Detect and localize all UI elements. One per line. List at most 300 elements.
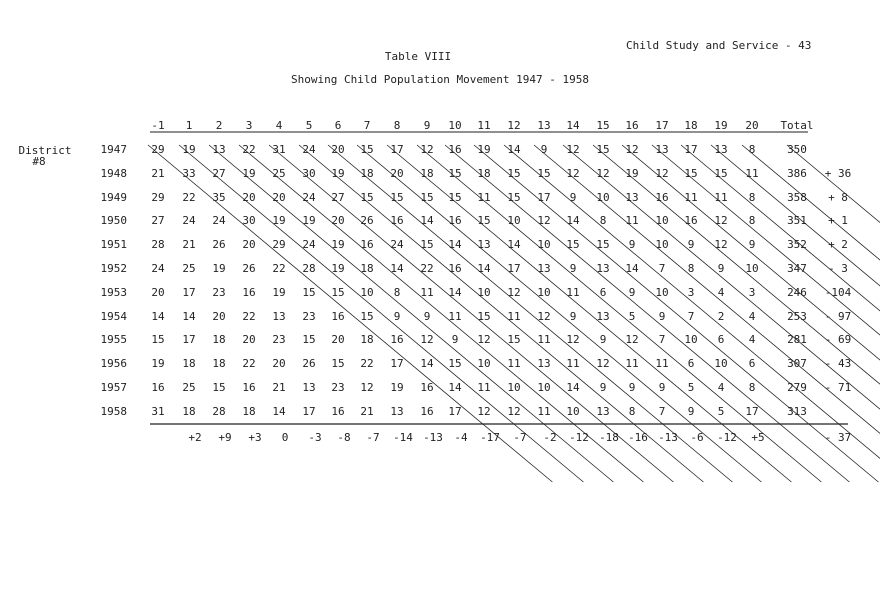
- diagonal-change: -7: [513, 431, 527, 444]
- table-cell: 20: [242, 238, 256, 252]
- table-cell: 10: [655, 214, 669, 228]
- table-cell: 9: [569, 309, 577, 323]
- table-cell: 15: [448, 190, 462, 204]
- diagonal-change: -17: [480, 431, 500, 444]
- table-cell: 15: [448, 357, 462, 371]
- table-cell: 26: [242, 262, 256, 275]
- column-header: 18: [684, 119, 698, 132]
- table-cell: 24: [182, 214, 196, 228]
- table-cell: 17: [448, 404, 462, 418]
- table-cell: 3: [687, 285, 695, 299]
- table-cell: 12: [420, 333, 434, 347]
- table-cell: 23: [302, 309, 316, 323]
- table-cell: 16: [390, 333, 404, 347]
- diagonal-change: +3: [248, 431, 262, 444]
- table-cell: 15: [537, 166, 551, 180]
- row-change: - 97: [824, 309, 852, 323]
- row-change: + 8: [828, 190, 848, 204]
- table-cell: 27: [212, 166, 226, 180]
- diagonal-change: -16: [628, 431, 648, 444]
- table-cell: 11: [655, 357, 669, 371]
- running-head: Child Study and Service - 43: [626, 39, 812, 52]
- row-year: 1952: [100, 262, 127, 275]
- table-cell: 10: [745, 262, 759, 275]
- table-cell: 18: [212, 357, 226, 371]
- table-cell: 26: [212, 238, 226, 252]
- table-cell: 9: [569, 190, 577, 204]
- table-cell: 20: [242, 190, 256, 204]
- table-cell: 15: [714, 166, 728, 180]
- table-cell: 13: [212, 143, 226, 156]
- column-header: 17: [655, 119, 669, 132]
- row-total: 347: [787, 262, 807, 275]
- table-cell: 14: [420, 214, 434, 228]
- table-cell: 11: [537, 333, 551, 347]
- row-year: 1948: [100, 166, 127, 180]
- table-cell: 20: [242, 333, 256, 347]
- table-cell: 13: [714, 143, 728, 156]
- table-cell: 12: [625, 143, 639, 156]
- row-total: 351: [787, 214, 807, 228]
- table-cell: 7: [658, 404, 666, 418]
- table-cell: 14: [566, 381, 580, 394]
- row-total: 281: [787, 333, 807, 347]
- row-year: 1947: [100, 143, 127, 156]
- table-cell: 16: [360, 238, 374, 252]
- row-year: 1951: [100, 238, 127, 252]
- table-cell: 6: [599, 285, 607, 299]
- table-cell: 9: [451, 333, 459, 347]
- row-change: + 1: [828, 214, 848, 228]
- table-cell: 26: [360, 214, 374, 228]
- row-year: 1955: [100, 333, 127, 347]
- table-cell: 16: [331, 309, 345, 323]
- table-cell: 12: [537, 309, 551, 323]
- table-cell: 12: [537, 214, 551, 228]
- table-cell: 14: [272, 404, 286, 418]
- table-cell: 4: [748, 309, 756, 323]
- table-cell: 11: [537, 404, 551, 418]
- row-change: -104: [824, 285, 852, 299]
- diagonal-change: -7: [366, 431, 380, 444]
- table-cell: 8: [748, 214, 756, 228]
- district-number: #8: [32, 155, 46, 168]
- table-cell: 13: [272, 309, 286, 323]
- table-cell: 22: [272, 262, 286, 275]
- table-cell: 18: [182, 404, 196, 418]
- table-cell: 15: [566, 238, 580, 252]
- table-cell: 20: [390, 166, 404, 180]
- diagonal-change: -8: [337, 431, 351, 444]
- diagonal-change: -13: [423, 431, 443, 444]
- table-cell: 3: [748, 285, 756, 299]
- table-cell: 15: [331, 285, 345, 299]
- table-cell: 25: [182, 262, 196, 275]
- diagonal-change: -18: [599, 431, 619, 444]
- column-header: 20: [745, 119, 759, 132]
- table-cell: 23: [212, 285, 226, 299]
- table-cell: 28: [302, 262, 316, 275]
- table-cell: 9: [628, 381, 636, 394]
- table-cell: 13: [596, 404, 610, 418]
- table-cell: 6: [717, 333, 725, 347]
- column-header: 7: [363, 119, 371, 132]
- table-cell: 15: [331, 357, 345, 371]
- table-cell: 12: [360, 381, 374, 394]
- table-cell: 15: [596, 238, 610, 252]
- table-cell: 15: [360, 190, 374, 204]
- table-cell: 11: [420, 285, 434, 299]
- table-cell: 9: [540, 143, 548, 156]
- table-cell: 11: [714, 190, 728, 204]
- district-label: District: [18, 144, 72, 157]
- table-cell: 12: [596, 166, 610, 180]
- table-cell: 9: [628, 285, 636, 299]
- table-cell: 14: [448, 238, 462, 252]
- diagonal-change: -12: [569, 431, 589, 444]
- table-cell: 9: [599, 381, 607, 394]
- table-cell: 6: [748, 357, 756, 371]
- table-cell: 17: [182, 285, 196, 299]
- table-cell: 24: [302, 238, 316, 252]
- table-cell: 8: [687, 262, 695, 275]
- column-header: 6: [334, 119, 342, 132]
- table-cell: 16: [151, 381, 165, 394]
- diagonal-change: -12: [717, 431, 737, 444]
- table-cell: 16: [420, 404, 434, 418]
- table-cell: 18: [242, 404, 256, 418]
- table-cell: 17: [390, 143, 404, 156]
- table-cell: 20: [272, 357, 286, 371]
- table-cell: 21: [151, 166, 165, 180]
- table-cell: 13: [537, 262, 551, 275]
- table-cell: 22: [242, 309, 256, 323]
- table-cell: 12: [420, 143, 434, 156]
- table-cell: 12: [566, 166, 580, 180]
- table-cell: 10: [507, 381, 521, 394]
- table-cell: 2: [717, 309, 725, 323]
- table-cell: 18: [360, 166, 374, 180]
- table-cell: 13: [537, 357, 551, 371]
- table-cell: 15: [390, 190, 404, 204]
- table-cell: 24: [390, 238, 404, 252]
- table-cell: 21: [360, 404, 374, 418]
- row-year: 1957: [100, 381, 127, 394]
- table-cell: 10: [655, 238, 669, 252]
- table-cell: 14: [420, 357, 434, 371]
- table-cell: 13: [625, 190, 639, 204]
- column-header: 3: [245, 119, 253, 132]
- table-cell: 16: [242, 381, 256, 394]
- table-cell: 14: [625, 262, 639, 275]
- table-cell: 7: [658, 262, 666, 275]
- table-cell: 8: [748, 381, 756, 394]
- table-cell: 19: [151, 357, 165, 371]
- table-cell: 15: [684, 166, 698, 180]
- table-cell: 10: [477, 357, 491, 371]
- table-cell: 14: [182, 309, 196, 323]
- table-cell: 15: [507, 190, 521, 204]
- table-cell: 29: [272, 238, 286, 252]
- table-cell: 14: [390, 262, 404, 275]
- table-cell: 10: [714, 357, 728, 371]
- row-total: 350: [787, 143, 807, 156]
- table-cell: 15: [596, 143, 610, 156]
- table-cell: 23: [331, 381, 345, 394]
- table-cell: 15: [448, 166, 462, 180]
- row-year: 1956: [100, 357, 127, 371]
- row-change: - 69: [824, 333, 852, 347]
- table-cell: 11: [448, 309, 462, 323]
- table-cell: 10: [537, 381, 551, 394]
- diagonal-change: -2: [543, 431, 557, 444]
- table-cell: 19: [477, 143, 491, 156]
- diagonal-change: -6: [690, 431, 704, 444]
- column-header: 9: [423, 119, 431, 132]
- table-cell: 11: [684, 190, 698, 204]
- table-cell: 25: [182, 381, 196, 394]
- table-cell: 12: [714, 214, 728, 228]
- row-total: 386: [787, 166, 807, 180]
- table-cell: 10: [360, 285, 374, 299]
- table-cell: 11: [566, 285, 580, 299]
- table-cell: 27: [151, 214, 165, 228]
- diagonal-change: +5: [751, 431, 765, 444]
- table-cell: 19: [390, 381, 404, 394]
- table-cell: 7: [658, 333, 666, 347]
- table-cell: 12: [507, 285, 521, 299]
- table-cell: 19: [625, 166, 639, 180]
- table-cell: 16: [390, 214, 404, 228]
- column-header: 19: [714, 119, 728, 132]
- table-cell: 11: [507, 309, 521, 323]
- table-cell: 18: [182, 357, 196, 371]
- table-cell: 15: [507, 333, 521, 347]
- table-cell: 23: [272, 333, 286, 347]
- table-cell: 12: [625, 333, 639, 347]
- table-cell: 15: [360, 309, 374, 323]
- diagonal-change: +9: [218, 431, 232, 444]
- table-cell: 16: [448, 262, 462, 275]
- table-cell: 15: [151, 333, 165, 347]
- row-change: - 43: [824, 357, 852, 371]
- table-cell: 13: [302, 381, 316, 394]
- table-cell: 29: [151, 190, 165, 204]
- table-cell: 22: [420, 262, 434, 275]
- table-cell: 16: [242, 285, 256, 299]
- table-cell: 16: [655, 190, 669, 204]
- column-header: 14: [566, 119, 580, 132]
- table-cell: 15: [212, 381, 226, 394]
- row-total: 358: [787, 190, 807, 204]
- table-cell: 20: [331, 214, 345, 228]
- row-total: 246: [787, 285, 807, 299]
- table-cell: 28: [212, 404, 226, 418]
- table-cell: 19: [331, 262, 345, 275]
- row-total: 313: [787, 404, 807, 418]
- column-header: 13: [537, 119, 551, 132]
- table-cell: 22: [182, 190, 196, 204]
- table-cell: 17: [507, 262, 521, 275]
- table-cell: 22: [242, 143, 256, 156]
- table-cell: 17: [745, 404, 759, 418]
- table-cell: 19: [242, 166, 256, 180]
- table-cell: 15: [302, 285, 316, 299]
- table-cell: 12: [477, 333, 491, 347]
- table-cell: 9: [687, 404, 695, 418]
- table-cell: 14: [507, 143, 521, 156]
- table-cell: 31: [272, 143, 286, 156]
- table-cell: 9: [687, 238, 695, 252]
- table-cell: 29: [151, 143, 165, 156]
- table-cell: 12: [655, 166, 669, 180]
- row-total: 279: [787, 381, 807, 394]
- table-cell: 11: [625, 214, 639, 228]
- table-cell: 20: [212, 309, 226, 323]
- diagonal-change: -13: [658, 431, 678, 444]
- table-cell: 5: [687, 381, 695, 394]
- table-cell: 22: [360, 357, 374, 371]
- table-cell: 8: [393, 285, 401, 299]
- table-cell: 10: [537, 285, 551, 299]
- column-header: 11: [477, 119, 491, 132]
- table-cell: 9: [658, 381, 666, 394]
- table-cell: 10: [596, 190, 610, 204]
- table-cell: 19: [212, 262, 226, 275]
- table-cell: 10: [566, 404, 580, 418]
- table-cell: 24: [212, 214, 226, 228]
- column-header: -1: [151, 119, 165, 132]
- diagonal-change: -14: [393, 431, 413, 444]
- table-cell: 12: [566, 333, 580, 347]
- row-total: 307: [787, 357, 807, 371]
- table-subtitle: Showing Child Population Movement 1947 - 1958: [290, 73, 590, 86]
- table-cell: 8: [748, 190, 756, 204]
- table-cell: 24: [151, 262, 165, 275]
- table-cell: 19: [272, 214, 286, 228]
- table-cell: 14: [448, 285, 462, 299]
- table-cell: 13: [596, 309, 610, 323]
- table-cell: 5: [717, 404, 725, 418]
- table-cell: 20: [272, 190, 286, 204]
- table-cell: 24: [302, 190, 316, 204]
- table-cell: 31: [151, 404, 165, 418]
- table-cell: 8: [748, 143, 756, 156]
- table-cell: 15: [477, 309, 491, 323]
- table-cell: 12: [477, 404, 491, 418]
- table-cell: 18: [420, 166, 434, 180]
- column-header: 4: [275, 119, 283, 132]
- column-header: 2: [215, 119, 223, 132]
- table-cell: 21: [272, 381, 286, 394]
- row-change: - 71: [824, 381, 852, 394]
- table-cell: 11: [566, 357, 580, 371]
- table-cell: 30: [242, 214, 256, 228]
- table-cell: 22: [242, 357, 256, 371]
- table-cell: 14: [507, 238, 521, 252]
- table-cell: 15: [420, 190, 434, 204]
- table-cell: 10: [477, 285, 491, 299]
- column-header: 15: [596, 119, 610, 132]
- table-cell: 6: [687, 357, 695, 371]
- table-cell: 12: [596, 357, 610, 371]
- table-cell: 17: [537, 190, 551, 204]
- table-cell: 12: [507, 404, 521, 418]
- table-cell: 16: [448, 143, 462, 156]
- table-cell: 9: [393, 309, 401, 323]
- table-cell: 13: [390, 404, 404, 418]
- table-cell: 9: [658, 309, 666, 323]
- row-year: 1950: [100, 214, 127, 228]
- table-cell: 10: [684, 333, 698, 347]
- table-cell: 27: [331, 190, 345, 204]
- table-cell: 33: [182, 166, 196, 180]
- table-cell: 10: [537, 238, 551, 252]
- table-cell: 19: [272, 285, 286, 299]
- table-cell: 12: [714, 238, 728, 252]
- table-cell: 14: [566, 214, 580, 228]
- table-cell: 14: [477, 262, 491, 275]
- column-header: 8: [393, 119, 401, 132]
- table-cell: 9: [628, 238, 636, 252]
- table-cell: 11: [625, 357, 639, 371]
- table-cell: 13: [596, 262, 610, 275]
- table-cell: 10: [507, 214, 521, 228]
- table-cell: 19: [182, 143, 196, 156]
- table-cell: 14: [448, 381, 462, 394]
- table-title: Table VIII: [384, 50, 452, 63]
- table-cell: 19: [331, 238, 345, 252]
- table-cell: 9: [423, 309, 431, 323]
- row-year: 1958: [100, 404, 127, 418]
- table-cell: 12: [566, 143, 580, 156]
- table-cell: 7: [687, 309, 695, 323]
- table-cell: 9: [717, 262, 725, 275]
- table-cell: 11: [477, 381, 491, 394]
- table-cell: 19: [331, 166, 345, 180]
- table-cell: 11: [507, 357, 521, 371]
- table-cell: 15: [360, 143, 374, 156]
- diagonal-change: +2: [188, 431, 202, 444]
- table-cell: 20: [151, 285, 165, 299]
- table-cell: 18: [212, 333, 226, 347]
- table-cell: 4: [748, 333, 756, 347]
- column-header: Total: [780, 119, 814, 132]
- table-cell: 16: [420, 381, 434, 394]
- diagonal-change: -3: [308, 431, 322, 444]
- table-cell: 18: [477, 166, 491, 180]
- diagonal-change: -4: [454, 431, 468, 444]
- row-total: 352: [787, 238, 807, 252]
- table-cell: 35: [212, 190, 226, 204]
- table-cell: 21: [182, 238, 196, 252]
- table-cell: 11: [477, 190, 491, 204]
- table-cell: 17: [182, 333, 196, 347]
- table-cell: 4: [717, 285, 725, 299]
- table-cell: 16: [331, 404, 345, 418]
- table-cell: 8: [628, 404, 636, 418]
- table-cell: 15: [420, 238, 434, 252]
- table-cell: 9: [569, 262, 577, 275]
- diagonal-change: 0: [281, 431, 289, 444]
- column-header: 1: [185, 119, 193, 132]
- table-cell: 20: [331, 333, 345, 347]
- row-year: 1954: [100, 309, 127, 323]
- table-cell: 18: [360, 333, 374, 347]
- column-header: 12: [507, 119, 521, 132]
- table-cell: 4: [717, 381, 725, 394]
- table-cell: 17: [390, 357, 404, 371]
